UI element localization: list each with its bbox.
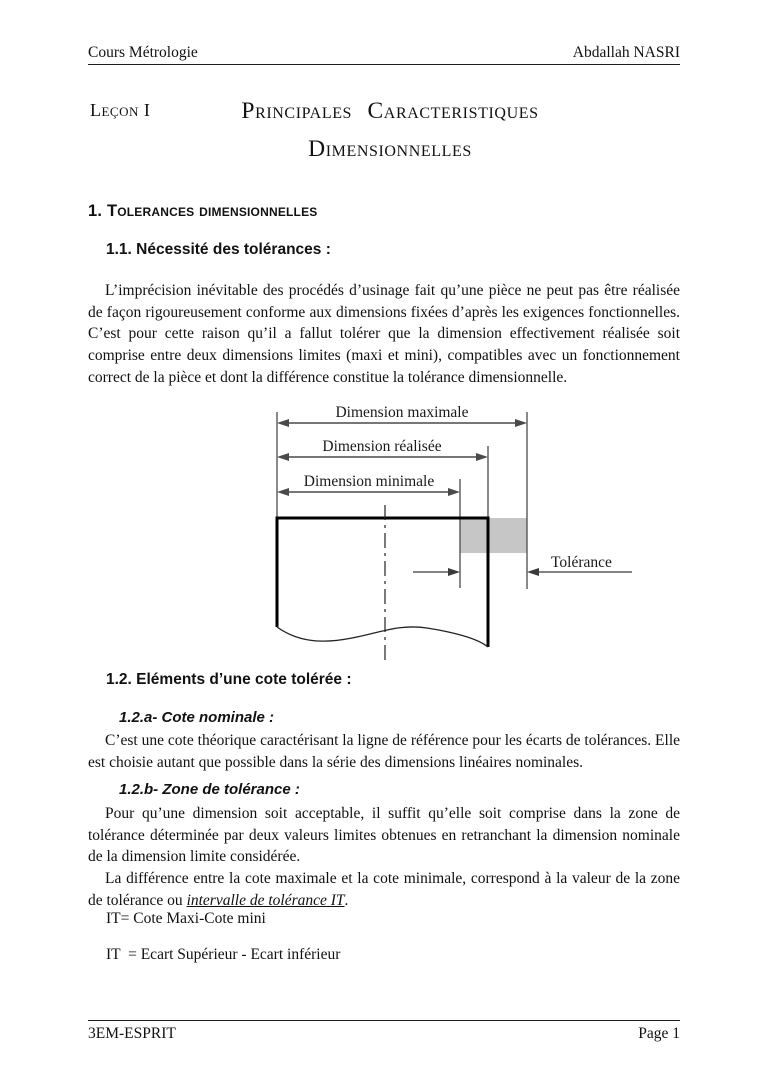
intro-paragraph-text: L’imprécision inévitable des procédés d’usinage fait qu’une pièce ne peut pas être réalisée de façon rigoureusement conforme aux dimensions fixées d’après les exigences fonctionnelles. C’est pour cette raison qu’il a fallut tolérer que la dimension effectivement réalisée soit comprise entre deux dimensions limites (maxi et mini), compatibles avec un fonctionnement correct de la pièce et dont la différence constitue la tolérance dimensionnelle.: [88, 282, 680, 386]
label-dimension-minimale: Dimension minimale: [303, 473, 435, 490]
formula-it-cotes: IT= Cote Maxi-Cote mini: [106, 910, 266, 927]
intervalle-tolerance-emphasis: intervalle de tolérance IT: [186, 891, 345, 909]
page-header: [88, 44, 680, 65]
footer-class-label: 3EM-ESPRIT: [88, 1025, 176, 1042]
label-tolerance: Tolérance: [551, 554, 612, 571]
header-course-title: Cours Métrologie: [88, 44, 198, 61]
part-break-line: [277, 627, 488, 647]
cote-nominale-text: C’est une cote théorique caractérisant la ligne de référence pour les écarts de tolérances. Elle est choisie autant que possible dans la série des dimensions linéaires nominales.: [88, 732, 680, 771]
zone-tolerance-paragraphs: [88, 803, 680, 912]
zone-tolerance-text-2-prefix: La différence entre la cote maximale et la cote minimale, correspond à la valeur de la zone de tolérance ou: [88, 870, 680, 909]
section-1-2-heading: 1.2. Eléments d’une cote tolérée :: [106, 671, 352, 688]
intro-paragraph: [88, 280, 680, 389]
formula-it-ecarts: IT = Ecart Supérieur - Ecart inférieur: [106, 946, 341, 963]
label-dimension-maximale: Dimension maximale: [335, 404, 469, 421]
label-dimension-realisee: Dimension réalisée: [322, 438, 442, 455]
zone-tolerance-text-2-suffix: .: [344, 891, 349, 909]
section-1-heading: 1. Tolerances dimensionnelles: [88, 202, 318, 220]
tolerance-zone-rect: [460, 518, 527, 553]
section-1-2b-heading: 1.2.b- Zone de tolérance :: [119, 781, 300, 798]
tolerance-diagram: [250, 398, 670, 670]
footer-page-number: Page 1: [638, 1025, 680, 1042]
page-footer: [88, 1020, 680, 1043]
page-title-line1: Principales Caracteristiques: [241, 98, 539, 124]
zone-tolerance-text-1: Pour qu’une dimension soit acceptable, il suffit qu’elle soit comprise dans la zone de tolérance déterminée par deux valeurs limites obtenues en retranchant la dimension nominale de la dimension limite considérée.: [88, 805, 680, 866]
header-author: Abdallah NASRI: [572, 44, 680, 61]
section-1-1-heading: 1.1. Nécessité des tolérances :: [106, 241, 331, 258]
lesson-label: Leçon I: [90, 100, 151, 120]
zone-tolerance-text-2: [88, 868, 680, 911]
page-title: [100, 92, 680, 168]
section-1-2a-heading: 1.2.a- Cote nominale :: [119, 709, 275, 726]
cote-nominale-paragraph: [88, 730, 680, 773]
page-title-line2: Dimensionnelles: [308, 136, 472, 162]
part-outline: [277, 518, 488, 647]
